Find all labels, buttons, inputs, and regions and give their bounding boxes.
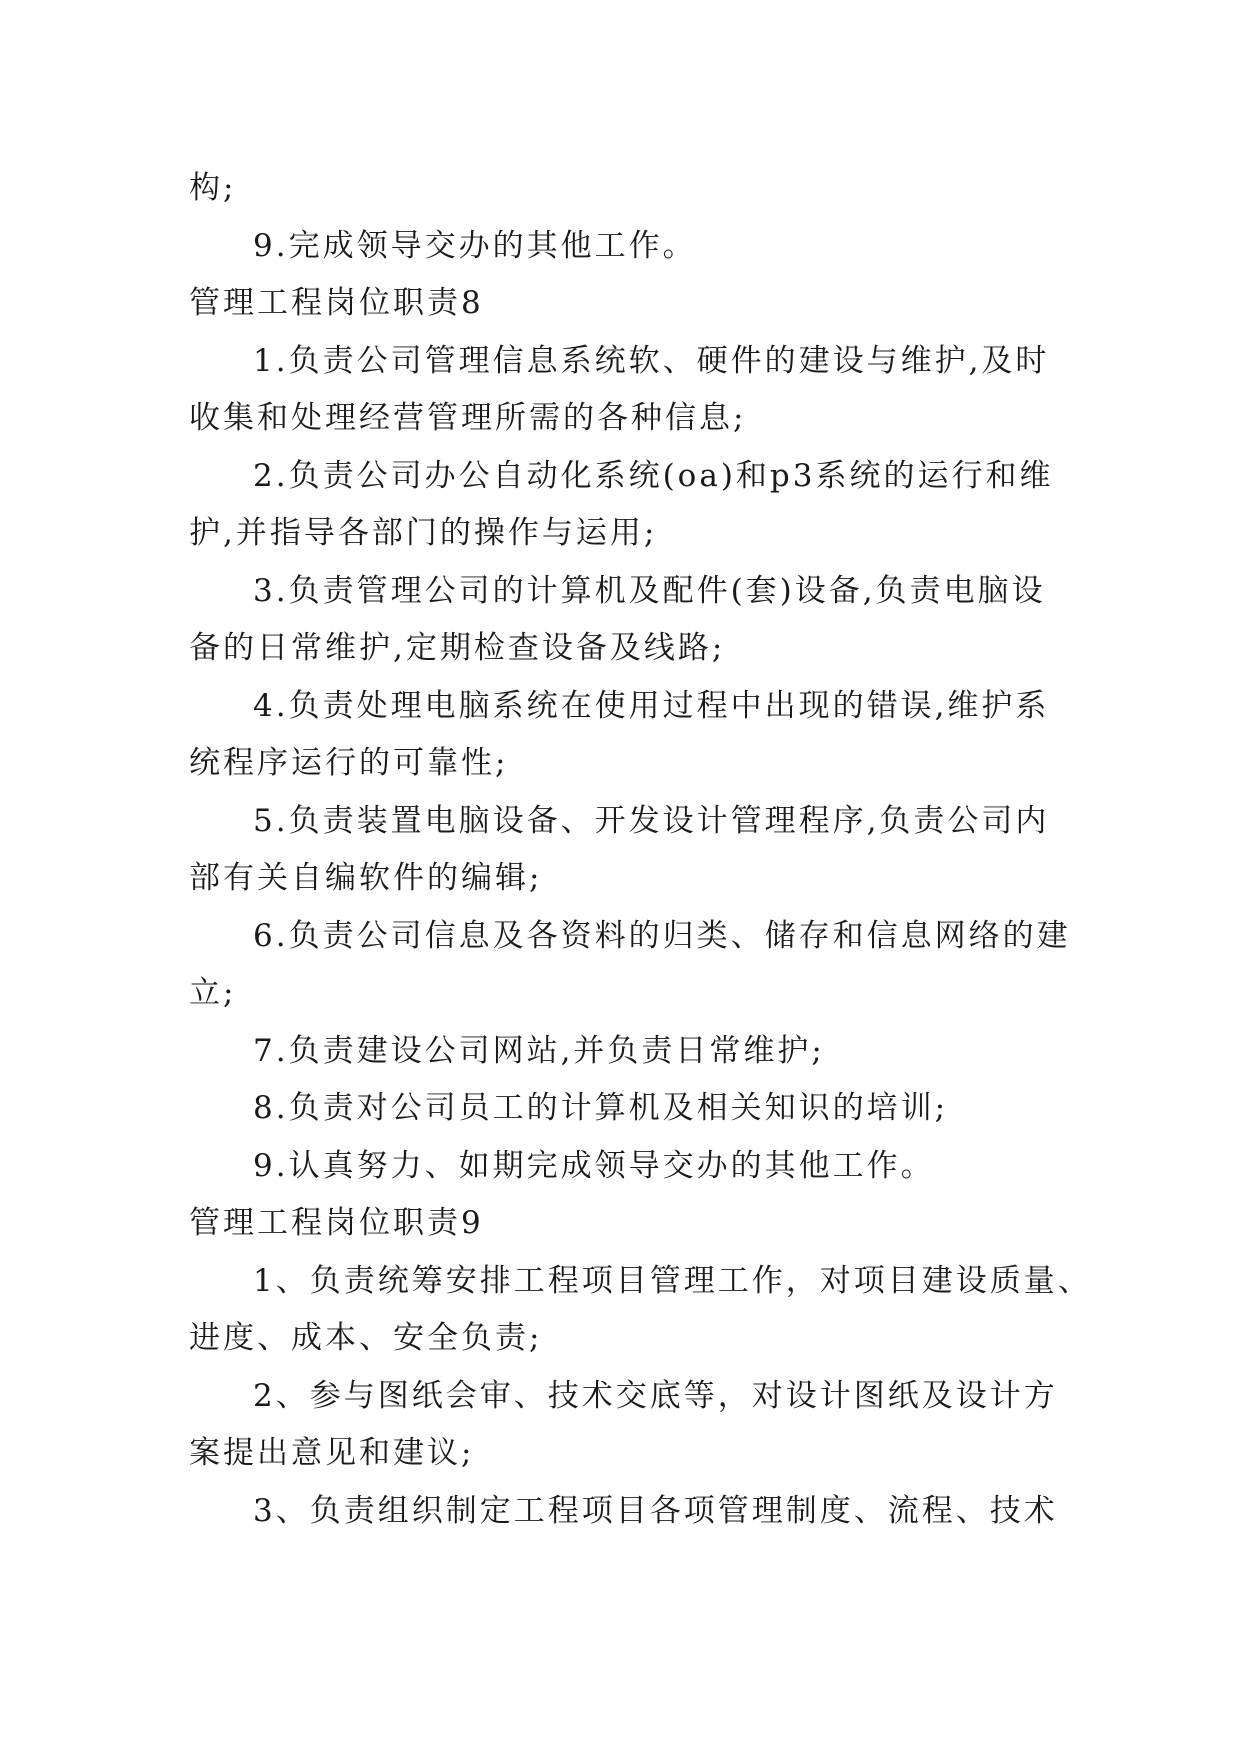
list-item: 9.认真努力、如期完成领导交办的其他工作。 (253, 1148, 935, 1184)
text-line: 统程序运行的可靠性; (189, 745, 509, 781)
text-line: 立; (189, 975, 237, 1011)
text-line: 备的日常维护,定期检查设备及线路; (189, 630, 726, 666)
list-item: 4.负责处理电脑系统在使用过程中出现的错误,维护系 (253, 688, 1050, 724)
list-item: 6.负责公司信息及各资料的归类、储存和信息网络的建 (253, 918, 1071, 954)
text-line: 部有关自编软件的编辑; (189, 860, 543, 896)
list-item: 8.负责对公司员工的计算机及相关知识的培训; (253, 1090, 949, 1126)
list-item: 3.负责管理公司的计算机及配件(套)设备,负责电脑设 (253, 573, 1046, 609)
list-item: 1、负责统筹安排工程项目管理工作，对项目建设质量、 (253, 1263, 1092, 1299)
section-heading: 管理工程岗位职责8 (189, 285, 484, 321)
text-line: 收集和处理经营管理所需的各种信息; (189, 400, 747, 436)
list-item: 9.完成领导交办的其他工作。 (253, 228, 697, 264)
text-line: 护,并指导各部门的操作与运用; (189, 515, 658, 551)
text-line: 案提出意见和建议; (189, 1435, 475, 1471)
section-heading: 管理工程岗位职责9 (189, 1205, 484, 1241)
list-item: 7.负责建设公司网站,并负责日常维护; (253, 1033, 825, 1069)
list-item: 5.负责装置电脑设备、开发设计管理程序,负责公司内 (253, 803, 1050, 839)
list-item: 2、参与图纸会审、技术交底等，对设计图纸及设计方 (253, 1378, 1058, 1414)
list-item: 3、负责组织制定工程项目各项管理制度、流程、技术 (253, 1493, 1058, 1529)
text-line: 构; (189, 170, 237, 206)
list-item: 2.负责公司办公自动化系统(oa)和p3系统的运行和维 (253, 458, 1054, 494)
text-line: 进度、成本、安全负责; (189, 1320, 543, 1356)
list-item: 1.负责公司管理信息系统软、硬件的建设与维护,及时 (253, 343, 1050, 379)
